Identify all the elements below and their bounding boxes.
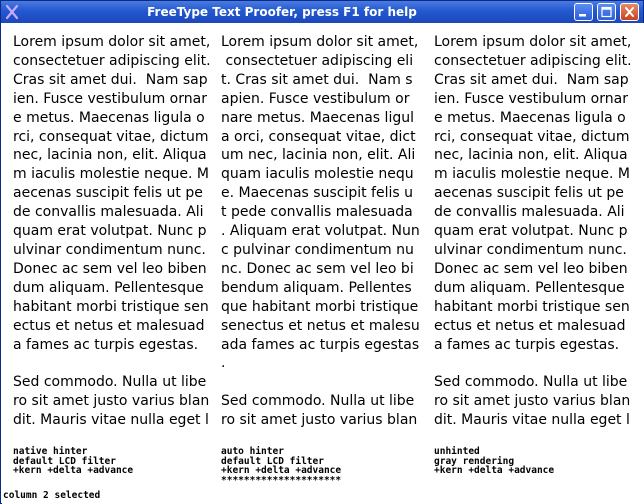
text-line: nc. Donec ac sem vel leo bi <box>221 260 414 277</box>
text-line: Donec ac sem vel leo biben <box>13 260 207 277</box>
text-line: Lorem ipsum dolor sit amet, <box>221 34 419 50</box>
text-line: e. Maecenas suscipit felis u <box>221 185 413 202</box>
text-line: a fames ac turpis egestas. <box>434 336 620 353</box>
text-line: dit. Mauris vitae nulla eget l <box>434 412 630 429</box>
text-line: a fames ac turpis egestas. <box>13 336 199 353</box>
filter-label: gray rendering <box>434 455 515 467</box>
text-line: ro sit amet justo varius blan <box>221 412 418 429</box>
hinter-label: native hinter <box>13 446 88 457</box>
text-line: consectetuer adipiscing elit. <box>434 52 632 69</box>
text-column-2[interactable] <box>221 33 421 458</box>
text-line: t. Cras sit amet dui. Nam s <box>221 71 413 88</box>
text-line: Cras sit amet dui. Nam sap <box>13 71 208 88</box>
text-line: rci, consequat vitae, dictum <box>13 128 209 145</box>
text-line: aecenas suscipit felis ut pe <box>13 185 203 202</box>
close-icon <box>621 4 638 20</box>
text-line: a orci, consequat vitae, dict <box>221 128 416 145</box>
text-line: ien. Fusce vestibulum ornar <box>13 90 207 107</box>
text-line: aecenas suscipit felis ut pe <box>434 185 624 202</box>
text-line: quam erat volutpat. Nunc p <box>434 223 628 240</box>
text-line: m iaculis molestie neque. M <box>13 166 209 183</box>
paragraph-2 <box>13 373 213 430</box>
hinter-label: unhinted <box>434 446 480 457</box>
text-line: nec, lacinia non, elit. Aliqua <box>13 147 207 164</box>
column-1-settings <box>13 447 133 476</box>
column-3-settings <box>434 447 554 476</box>
text-line: habitant morbi tristique sen <box>434 298 630 315</box>
text-line: nec, lacinia non, elit. Aliqua <box>434 147 628 164</box>
text-line: e metus. Maecenas ligula o <box>13 109 205 126</box>
text-line: de convallis malesuada. Ali <box>434 204 625 221</box>
text-line: ectus et netus et malesuad <box>434 317 626 334</box>
text-line: ro sit amet justo varius blan <box>13 393 210 410</box>
maximize-button[interactable] <box>597 3 616 21</box>
options-label: +kern +delta +advance <box>13 465 134 477</box>
text-line: Sed commodo. Nulla ut libe <box>434 374 628 391</box>
text-line: quam erat volutpat. Nunc p <box>13 223 207 240</box>
text-line: ulvinar condimentum nunc. <box>434 241 627 258</box>
minimize-icon <box>575 4 592 20</box>
text-line: apien. Fusce vestibulum or <box>221 90 410 107</box>
text-line: de convallis malesuada. Ali <box>13 204 204 221</box>
text-line: ulvinar condimentum nunc. <box>13 241 206 258</box>
text-line: . <box>221 355 226 372</box>
text-line: bendum aliquam. Pellentes <box>221 279 412 296</box>
text-line: habitant morbi tristique sen <box>13 298 209 315</box>
text-line: dum aliquam. Pellentesque <box>434 279 625 296</box>
text-line: Donec ac sem vel leo biben <box>434 260 628 277</box>
text-line: c pulvinar condimentum nu <box>221 241 414 258</box>
text-line: ada fames ac turpis egestas <box>221 336 420 353</box>
text-line: Lorem ipsum dolor sit amet, <box>13 34 211 50</box>
proof-area[interactable] <box>2 23 644 504</box>
options-label: +kern +delta +advance <box>221 465 342 477</box>
text-line: Lorem ipsum dolor sit amet, <box>434 34 632 50</box>
selection-marker: ********************* <box>221 474 342 486</box>
text-line: nare metus. Maecenas ligul <box>221 109 414 126</box>
maximize-icon <box>598 4 615 20</box>
paragraph-1 <box>221 33 421 373</box>
text-line: Cras sit amet dui. Nam sap <box>434 71 629 88</box>
paragraph-1 <box>13 33 213 354</box>
hinter-label: auto hinter <box>221 446 284 457</box>
text-line: . Aliquam erat volutpat. Nun <box>221 223 420 240</box>
text-line: dum aliquam. Pellentesque <box>13 279 204 296</box>
paragraph-2 <box>221 392 421 430</box>
column-2-settings <box>221 447 341 485</box>
text-line: senectus et netus et malesu <box>221 317 420 334</box>
paragraph-1 <box>434 33 634 354</box>
text-line: ien. Fusce vestibulum ornar <box>434 90 628 107</box>
options-label: +kern +delta +advance <box>434 465 555 477</box>
text-line: um nec, lacinia non, elit. Ali <box>221 147 416 164</box>
title-bar[interactable] <box>1 1 643 23</box>
minimize-button[interactable] <box>574 3 593 21</box>
close-button[interactable] <box>620 3 639 21</box>
text-line: ectus et netus et malesuad <box>13 317 205 334</box>
text-line: consectetuer adipiscing eli <box>221 52 414 69</box>
filter-label: default LCD filter <box>13 455 116 467</box>
window-title: FreeType Text Proofer, press F1 for help <box>147 5 417 19</box>
paragraph-2 <box>434 373 634 430</box>
text-line: Sed commodo. Nulla ut libe <box>221 393 415 410</box>
status-line: column 2 selected <box>3 490 101 501</box>
text-line: t pede convallis malesuada <box>221 204 413 221</box>
text-line: ro sit amet justo varius blan <box>434 393 631 410</box>
text-line: m iaculis molestie neque. M <box>434 166 630 183</box>
text-line: e metus. Maecenas ligula o <box>434 109 626 126</box>
filter-label: default LCD filter <box>221 455 324 467</box>
text-column-1[interactable] <box>13 33 213 458</box>
text-column-3[interactable] <box>434 33 634 458</box>
text-line: Sed commodo. Nulla ut libe <box>13 374 207 391</box>
text-line: quam iaculis molestie nequ <box>221 166 414 183</box>
text-line: que habitant morbi tristique <box>221 298 419 315</box>
text-line: dit. Mauris vitae nulla eget l <box>13 412 209 429</box>
text-line: rci, consequat vitae, dictum <box>434 128 630 145</box>
text-line: consectetuer adipiscing elit. <box>13 52 211 69</box>
